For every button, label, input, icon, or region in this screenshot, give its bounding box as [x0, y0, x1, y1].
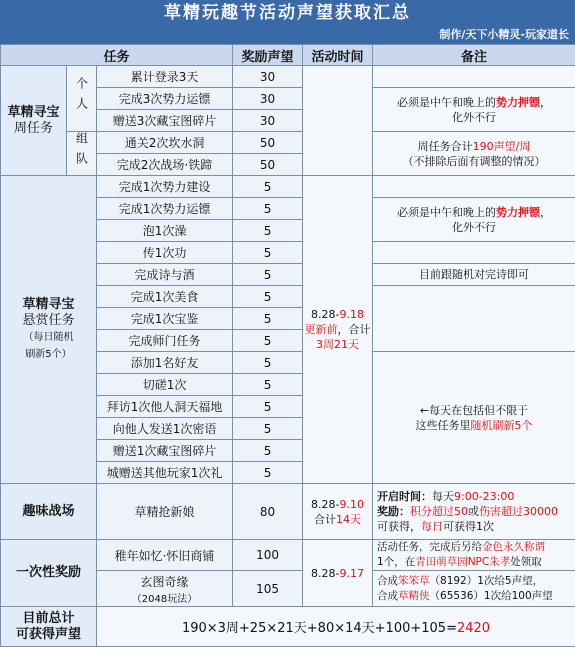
note-escort-bounty: 必须是中午和晚上的势力押镖， 化外不行: [373, 198, 575, 242]
task-cell: 完成1次宝鉴: [97, 308, 233, 330]
category-bounty: 草精寻宝 悬赏任务 （每日随机 刷新5个）: [1, 176, 97, 484]
task-cell: 泡1次澡: [97, 220, 233, 242]
task-cell: 稚年如忆·怀旧商铺: [97, 540, 233, 571]
rep-cell: 5: [233, 286, 303, 308]
rep-cell: 50: [233, 132, 303, 154]
task-cell: 完成3次势力运镖: [97, 88, 233, 110]
note-weekly-total: 周任务合计190声望/周 （不排除后面有调整的情况）: [373, 132, 575, 176]
reputation-table: [0, 44, 575, 647]
total-label: 目前总计 可获得声望: [1, 607, 97, 647]
task-cell: 通关2次坎水洞: [97, 132, 233, 154]
note-poem: 目前跟随机对完诗即可: [373, 264, 575, 286]
note-cell: [373, 286, 575, 352]
rep-cell: 5: [233, 462, 303, 484]
task-cell: 草精抢新娘: [97, 484, 233, 540]
total-result: 2420: [457, 621, 490, 636]
author-credit: 制作/天下小精灵-玩家道长: [439, 26, 569, 44]
col-header-rep: 奖励声望: [233, 45, 303, 66]
task-cell: 完成2次战场·铁蹄: [97, 154, 233, 176]
col-header-note: 备注: [373, 45, 575, 66]
rep-cell: 5: [233, 242, 303, 264]
note-2048: 合成笨笨草（8192）1次给5声望， 合成草精侠（65536）1次给100声望: [373, 571, 575, 607]
note-escort: 必须是中午和晚上的势力押镖， 化外不行: [373, 88, 575, 132]
task-cell: 向他人发送1次密语: [97, 418, 233, 440]
table-row: [1, 176, 575, 198]
rep-cell: 5: [233, 176, 303, 198]
task-cell: 完成1次势力运镖: [97, 198, 233, 220]
rep-cell: 30: [233, 110, 303, 132]
category-fun: 趣味战场: [1, 484, 97, 540]
rep-cell: 5: [233, 374, 303, 396]
time-bounty: 8.28-9.18 更新前，合计3周21天: [303, 176, 373, 484]
note-once-title: 活动任务，完成后另给金色永久称谓 1个，在青田萌草园NPC朱孝处领取: [373, 540, 575, 571]
task-cell: 拜访1次他人洞天福地: [97, 396, 233, 418]
note-fun: 开启时间：每天9:00-23:00 奖励：积分超过50或伤害超过30000 可获得，每日可获得1次: [373, 484, 575, 540]
table-row: [1, 132, 575, 154]
note-cell: [373, 176, 575, 198]
category-once: 一次性奖励: [1, 540, 97, 607]
task-cell: 赠送3次藏宝图碎片: [97, 110, 233, 132]
rep-cell: 30: [233, 88, 303, 110]
note-random: ←每天在包括但不限于 这些任务里随机刷新5个: [373, 352, 575, 484]
category-weekly: 草精寻宝 周任务: [1, 66, 67, 176]
task-cell: 完成诗与酒: [97, 264, 233, 286]
rep-cell: 105: [233, 571, 303, 607]
rep-cell: 5: [233, 330, 303, 352]
time-weekly: [303, 66, 373, 176]
page-title: 草精玩趣节活动声望获取汇总: [0, 0, 575, 26]
table-row: [1, 484, 575, 540]
note-cell: [373, 242, 575, 264]
rep-cell: 5: [233, 352, 303, 374]
col-header-time: 活动时间: [303, 45, 373, 66]
rep-cell: 5: [233, 396, 303, 418]
table-row: [1, 66, 575, 88]
task-cell: 赠送1次藏宝图碎片: [97, 440, 233, 462]
rep-cell: 5: [233, 264, 303, 286]
rep-cell: 80: [233, 484, 303, 540]
rep-cell: 5: [233, 220, 303, 242]
task-cell: 切磋1次: [97, 374, 233, 396]
total-formula: 190×3周+25×21天+80×14天+100+105=2420: [97, 607, 575, 647]
task-cell: 城赠送其他玩家1次礼: [97, 462, 233, 484]
table-row: [1, 540, 575, 571]
sub-team: 组队: [67, 132, 97, 176]
rep-cell: 5: [233, 418, 303, 440]
header-row: [1, 45, 575, 66]
task-cell: 完成1次势力建设: [97, 176, 233, 198]
time-fun: 8.28-9.10 合计14天: [303, 484, 373, 540]
rep-cell: 30: [233, 66, 303, 88]
rep-cell: 5: [233, 440, 303, 462]
task-cell: 传1次功: [97, 242, 233, 264]
task-cell: 完成1次美食: [97, 286, 233, 308]
rep-cell: 50: [233, 154, 303, 176]
rep-cell: 100: [233, 540, 303, 571]
task-cell: 添加1名好友: [97, 352, 233, 374]
task-cell: 完成师门任务: [97, 330, 233, 352]
task-cell: 累计登录3天: [97, 66, 233, 88]
time-once: 8.28-9.17: [303, 540, 373, 607]
sub-solo: 个人: [67, 66, 97, 132]
note-cell: [373, 66, 575, 88]
rep-cell: 5: [233, 198, 303, 220]
col-header-task: 任务: [1, 45, 233, 66]
rep-cell: 5: [233, 308, 303, 330]
task-cell: 玄图奇缘 （2048玩法）: [97, 571, 233, 607]
